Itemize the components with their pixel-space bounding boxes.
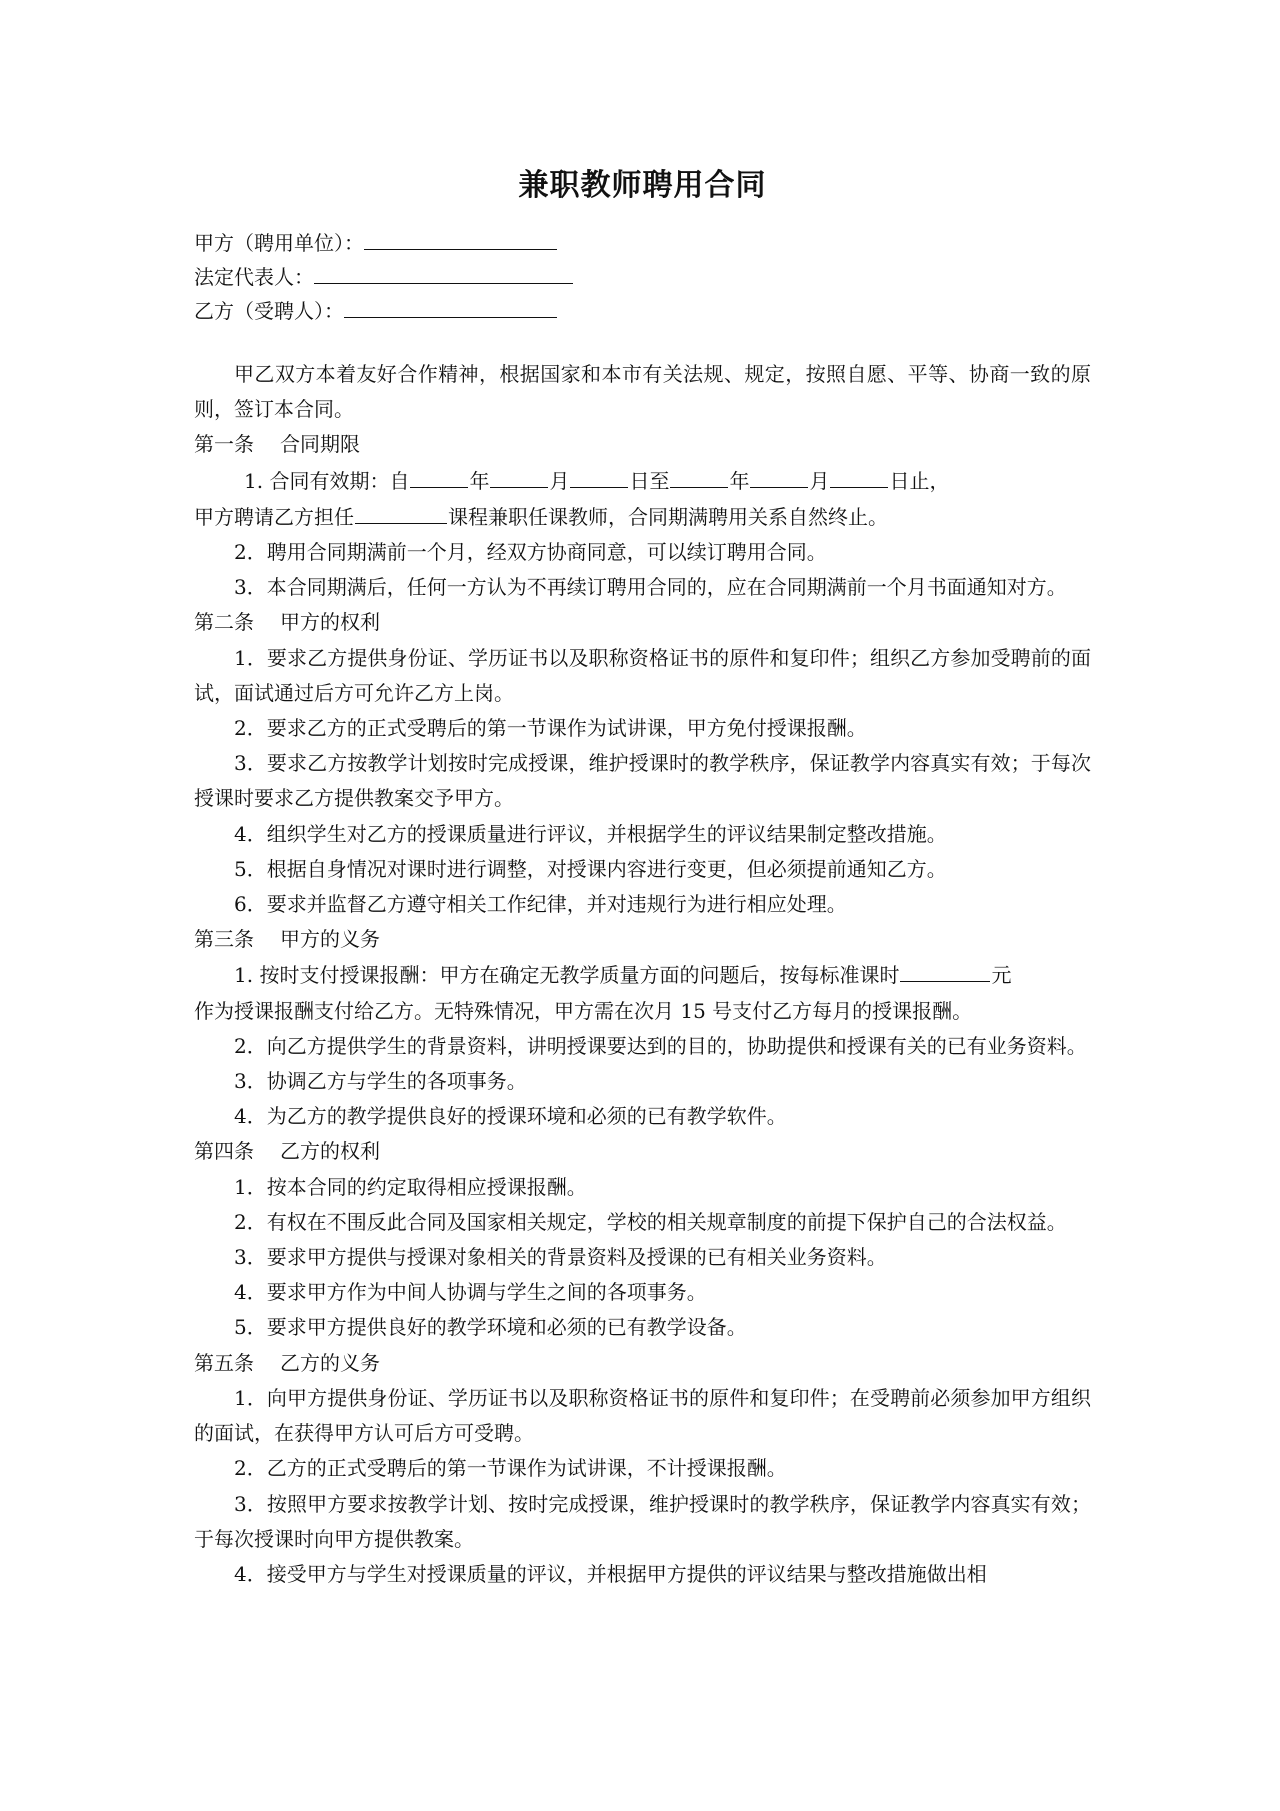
article-2-item-4: 4．组织学生对乙方的授课质量进行评议，并根据学生的评议结果制定整改措施。 — [234, 821, 947, 846]
article-2-heading: 第二条 甲方的权利 — [194, 610, 380, 635]
document-title: 兼职教师聘用合同 — [518, 168, 767, 203]
article-2-item-1: 1．要求乙方提供身份证、学历证书以及职称资格证书的原件和复印件；组织乙方参加受聘前的面试，面试通过后方可允许乙方上岗。 — [194, 645, 1091, 705]
article-3-item-1: 1. 按时支付授课报酬：甲方在确定无教学质量方面的问题后，按每标准课时 元 — [194, 957, 1091, 993]
article-3-item-2: 2．向乙方提供学生的背景资料，讲明授课要达到的目的，协助提供和授课有关的已有业务资料。 — [234, 1033, 1087, 1058]
end-month-blank[interactable] — [750, 463, 808, 488]
legal-rep-blank[interactable] — [314, 261, 573, 284]
party-b-blank[interactable] — [344, 295, 557, 318]
article-2-item-6: 6．要求并监督乙方遵守相关工作纪律，并对违规行为进行相应处理。 — [234, 892, 847, 917]
party-a-blank[interactable] — [364, 227, 557, 250]
article-5-item-1: 1．向甲方提供身份证、学历证书以及职称资格证书的原件和复印件；在受聘前必须参加甲方组织的面试，在获得甲方认可后方可受聘。 — [194, 1385, 1091, 1446]
article-5-item-3: 3．按照甲方要求按教学计划、按时完成授课，维护授课时的教学秩序，保证教学内容真实有效；于每次授课时向甲方提供教案。 — [194, 1491, 1091, 1551]
article-2-item-3: 3．要求乙方按教学计划按时完成授课，维护授课时的教学秩序，保证教学内容真实有效；于每次授课时要求乙方提供教案交予甲方。 — [194, 751, 1091, 811]
article-3-item-3: 3．协调乙方与学生的各项事务。 — [234, 1069, 527, 1094]
party-b-label: 乙方（受聘人）： — [194, 299, 344, 323]
article-5-item-4: 4．接受甲方与学生对授课质量的评议，并根据甲方提供的评议结果与整改措施做出相 — [234, 1561, 987, 1586]
article-1-item-1-line-2: 甲方聘请乙方担任 课程兼职任课教师，合同期满聘用关系自然终止。 — [194, 499, 1091, 535]
article-4-heading: 第四条 乙方的权利 — [194, 1139, 380, 1164]
party-b-line — [194, 295, 557, 326]
article-4-item-3: 3．要求甲方提供与授课对象相关的背景资料及授课的已有相关业务资料。 — [234, 1245, 887, 1270]
article-3-item-4: 4．为乙方的教学提供良好的授课环境和必须的已有教学软件。 — [234, 1104, 787, 1129]
start-year-blank[interactable] — [410, 463, 468, 488]
legal-rep-label: 法定代表人： — [194, 265, 314, 289]
article-4-item-2: 2．有权在不围反此合同及国家相关规定，学校的相关规章制度的前提下保护自己的合法权益。 — [234, 1209, 1067, 1234]
start-day-blank[interactable] — [570, 463, 628, 488]
article-4-item-5: 5．要求甲方提供良好的教学环境和必须的已有教学设备。 — [234, 1315, 747, 1340]
course-name-blank[interactable] — [355, 499, 447, 524]
end-day-blank[interactable] — [830, 463, 888, 488]
end-year-blank[interactable] — [670, 463, 728, 488]
start-month-blank[interactable] — [490, 463, 548, 488]
legal-rep-line — [194, 261, 573, 292]
article-1-heading: 第一条 合同期限 — [194, 432, 360, 457]
contract-body — [194, 357, 1091, 1592]
article-1-item-2: 2．聘用合同期满前一个月，经双方协商同意，可以续订聘用合同。 — [234, 540, 827, 565]
article-3-item-1-line-2: 作为授课报酬支付给乙方。无特殊情况，甲方需在次月 15 号支付乙方每月的授课报酬。 — [194, 998, 973, 1023]
article-1-item-1: 1. 合同有效期：自 年 月 日至 年 月 日止， — [194, 463, 1091, 499]
article-2-item-2: 2．要求乙方的正式受聘后的第一节课作为试讲课，甲方免付授课报酬。 — [234, 716, 867, 741]
party-a-label: 甲方（聘用单位）： — [194, 231, 364, 255]
article-5-heading: 第五条 乙方的义务 — [194, 1350, 380, 1375]
article-2-item-5: 5．根据自身情况对课时进行调整，对授课内容进行变更，但必须提前通知乙方。 — [234, 856, 947, 881]
fee-per-hour-blank[interactable] — [900, 957, 990, 982]
article-4-item-4: 4．要求甲方作为中间人协调与学生之间的各项事务。 — [234, 1280, 707, 1305]
article-1-item-3: 3．本合同期满后，任何一方认为不再续订聘用合同的，应在合同期满前一个月书面通知对方。 — [234, 575, 1067, 600]
party-a-line — [194, 227, 557, 258]
article-5-item-2: 2．乙方的正式受聘后的第一节课作为试讲课，不计授课报酬。 — [234, 1456, 787, 1481]
article-4-item-1: 1．按本合同的约定取得相应授课报酬。 — [234, 1174, 587, 1199]
intro-paragraph: 甲乙双方本着友好合作精神，根据国家和本市有关法规、规定，按照自愿、平等、协商一致的原则，签订本合同。 — [194, 362, 1091, 422]
article-3-heading: 第三条 甲方的义务 — [194, 927, 380, 952]
